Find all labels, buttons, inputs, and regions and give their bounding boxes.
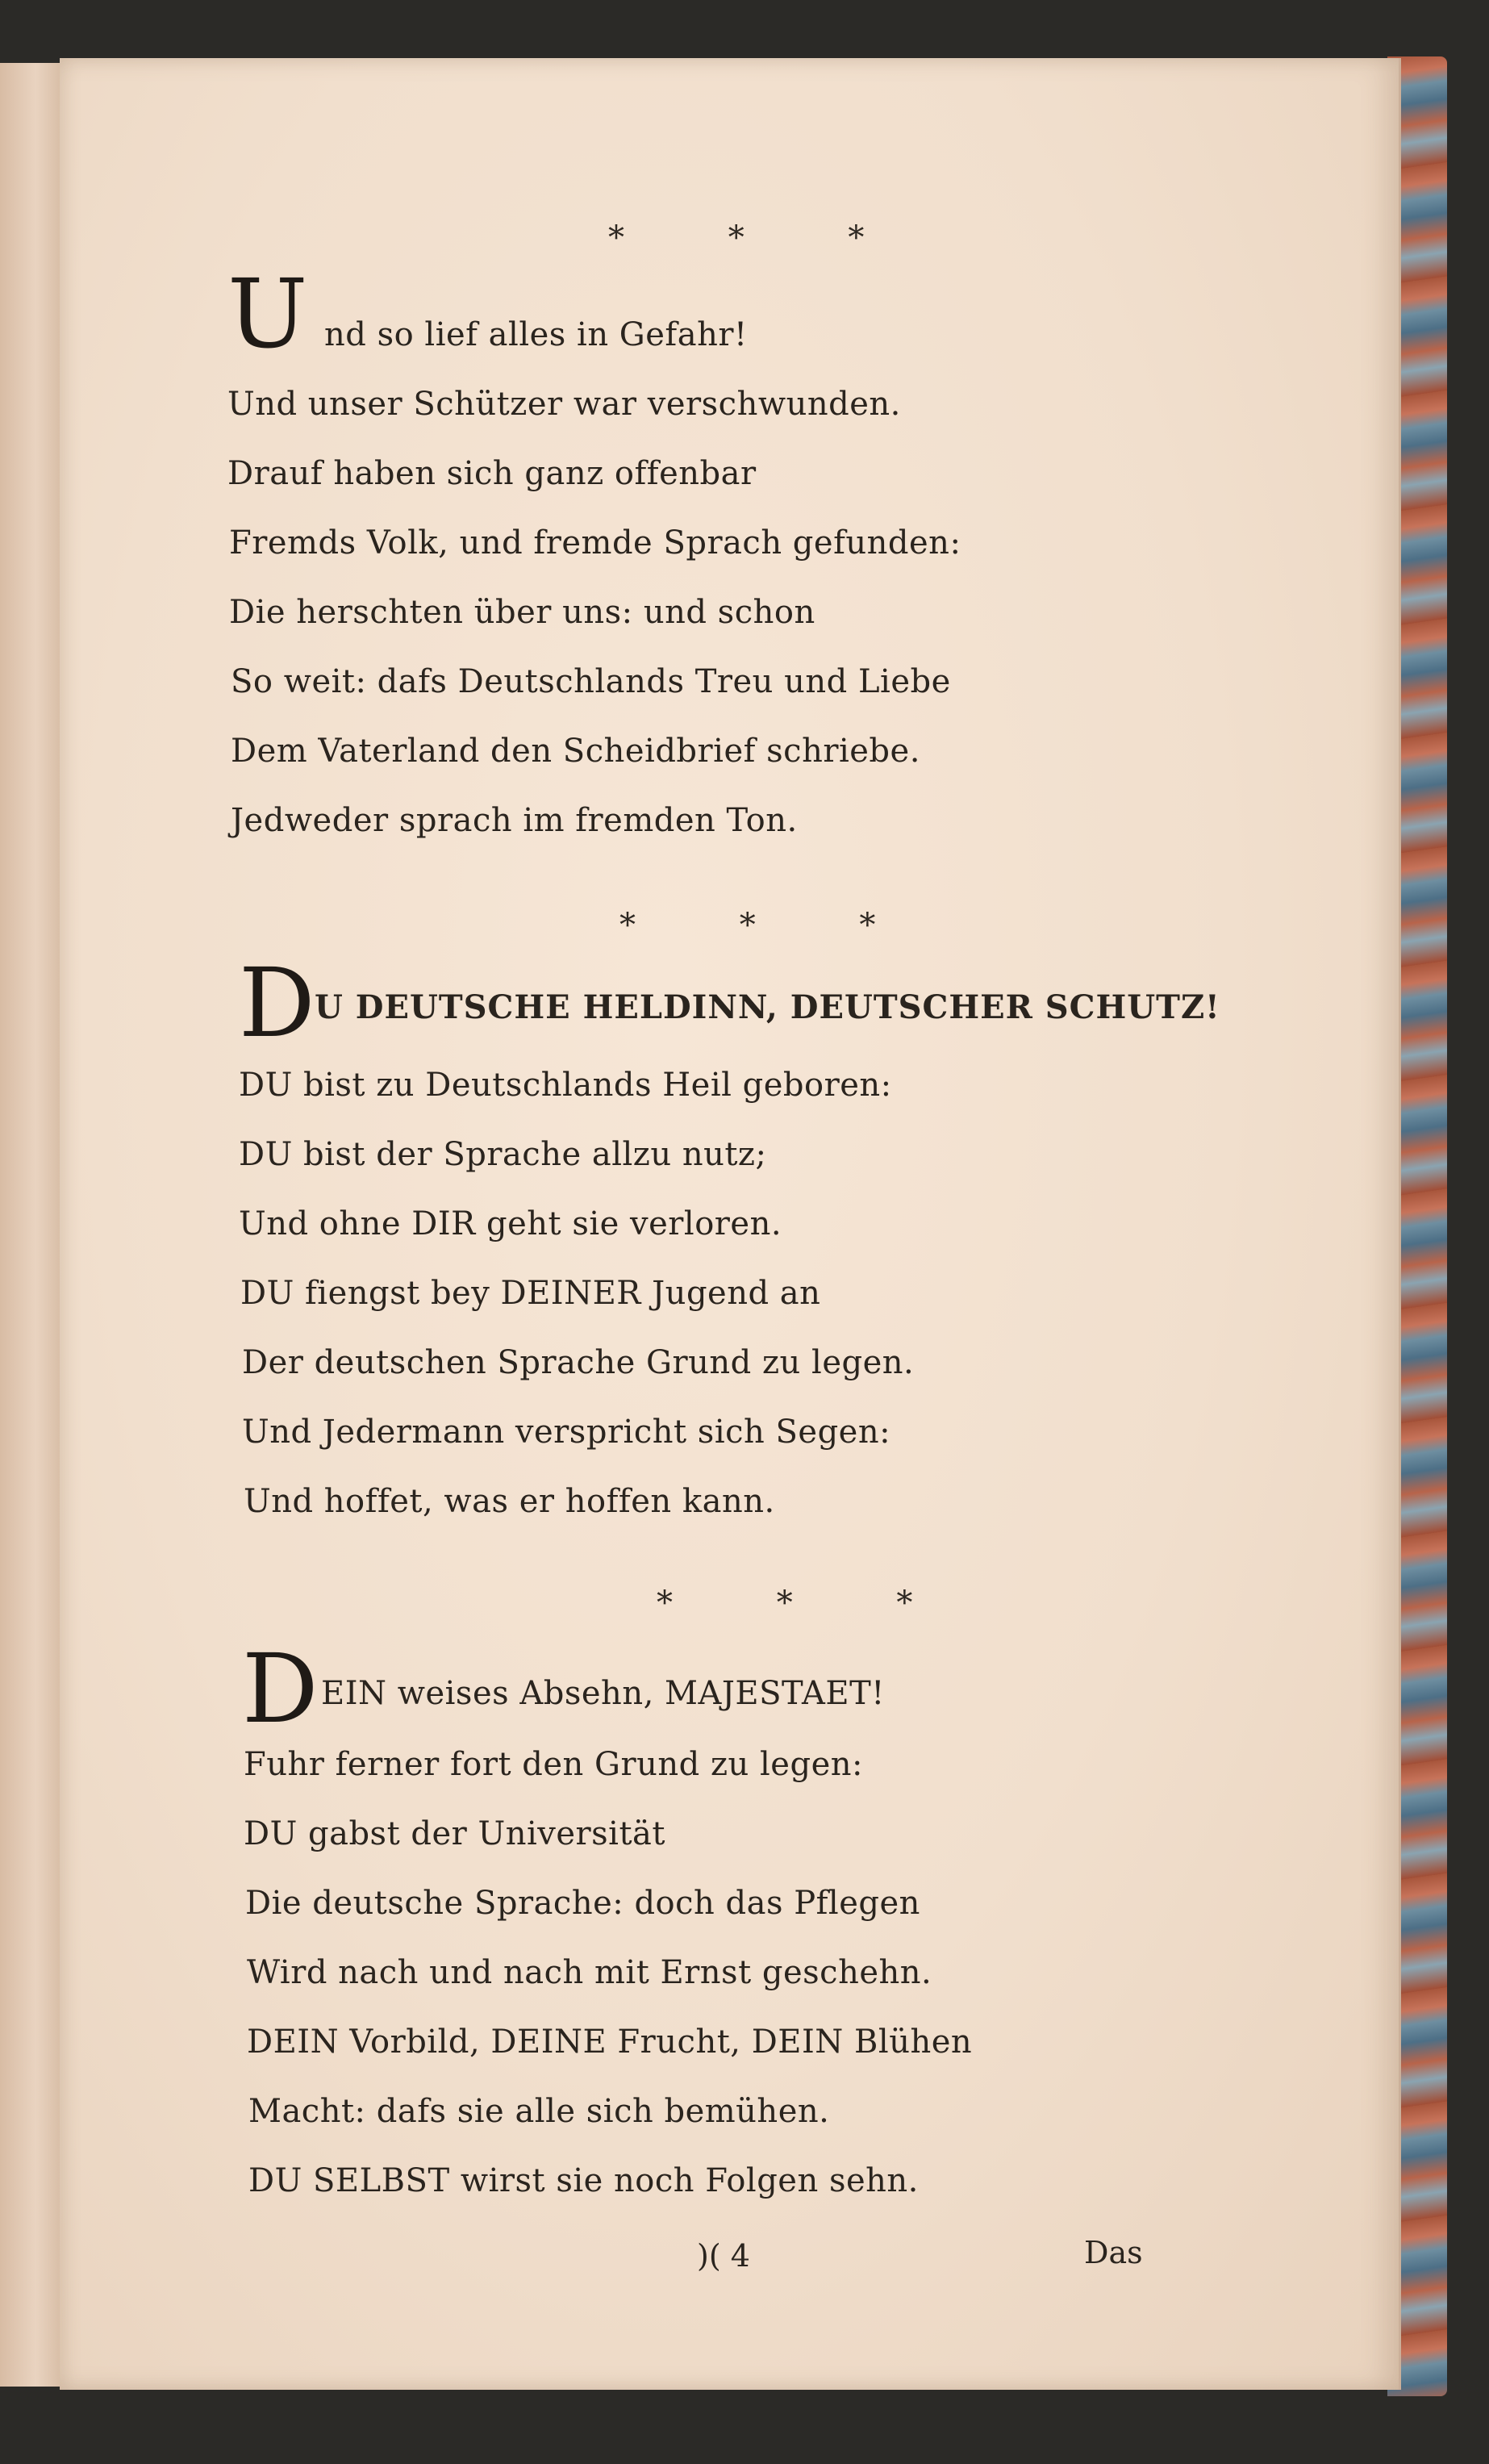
book-page — [60, 58, 1401, 2390]
stanza-heading: U DEUTSCHE HELDINN, DEUTSCHER SCHUTZ! — [315, 988, 1220, 1026]
signature-mark: )( 4 — [697, 2238, 750, 2274]
verse-line: Und Jedermann verspricht sich Segen: — [242, 1414, 891, 1451]
verse-line: Jedweder sprach im fremden Ton. — [231, 802, 798, 839]
verse-line: Fuhr ferner fort den Grund zu legen: — [244, 1746, 863, 1783]
ornament-asterisks: * * * — [619, 907, 923, 944]
verse-line: DU bist der Sprache allzu nutz; — [239, 1136, 767, 1173]
verse-line: Der deutschen Sprache Grund zu legen. — [242, 1344, 915, 1381]
verse-line: DU gabst der Universität — [244, 1815, 665, 1852]
catchword: Das — [1084, 2235, 1143, 2270]
verse-line: So weit: dafs Deutschlands Treu und Liebe — [231, 663, 951, 700]
verse-line: DU bist zu Deutschlands Heil geboren: — [239, 1067, 892, 1104]
dropcap-letter: U — [227, 258, 308, 370]
dropcap-letter: D — [242, 1633, 319, 1744]
dropcap-letter: D — [239, 947, 315, 1059]
verse-line: Dem Vaterland den Scheidbrief schriebe. — [231, 733, 920, 770]
verse-line: DU SELBST wirst sie noch Folgen sehn. — [248, 2162, 919, 2199]
verse-line: DU fiengst bey DEINER Jugend an — [240, 1275, 821, 1312]
verse-line: Die herschten über uns: und schon — [229, 594, 815, 631]
verse-line: Wird nach und nach mit Ernst geschehn. — [247, 1954, 932, 1991]
ornament-asterisks: * * * — [657, 1585, 960, 1622]
left-page-edge — [0, 63, 61, 2387]
ornament-asterisks: * * * — [608, 219, 911, 257]
verse-line: nd so lief alles in Gefahr! — [324, 316, 748, 353]
verse-line: EIN weises Absehn, MAJESTAET! — [321, 1675, 885, 1712]
verse-line: Und ohne DIR geht sie verloren. — [239, 1205, 782, 1242]
verse-line: Macht: dafs sie alle sich bemühen. — [248, 2093, 830, 2130]
verse-line: Fremds Volk, und fremde Sprach gefunden: — [229, 524, 961, 562]
verse-line: DEIN Vorbild, DEINE Frucht, DEIN Blühen — [247, 2023, 973, 2061]
verse-line: Drauf haben sich ganz offenbar — [227, 455, 757, 492]
verse-line: Die deutsche Sprache: doch das Pflegen — [245, 1885, 920, 1922]
verse-line: Und hoffet, was er hoffen kann. — [244, 1483, 775, 1520]
verse-line: Und unser Schützer war verschwunden. — [227, 386, 901, 423]
